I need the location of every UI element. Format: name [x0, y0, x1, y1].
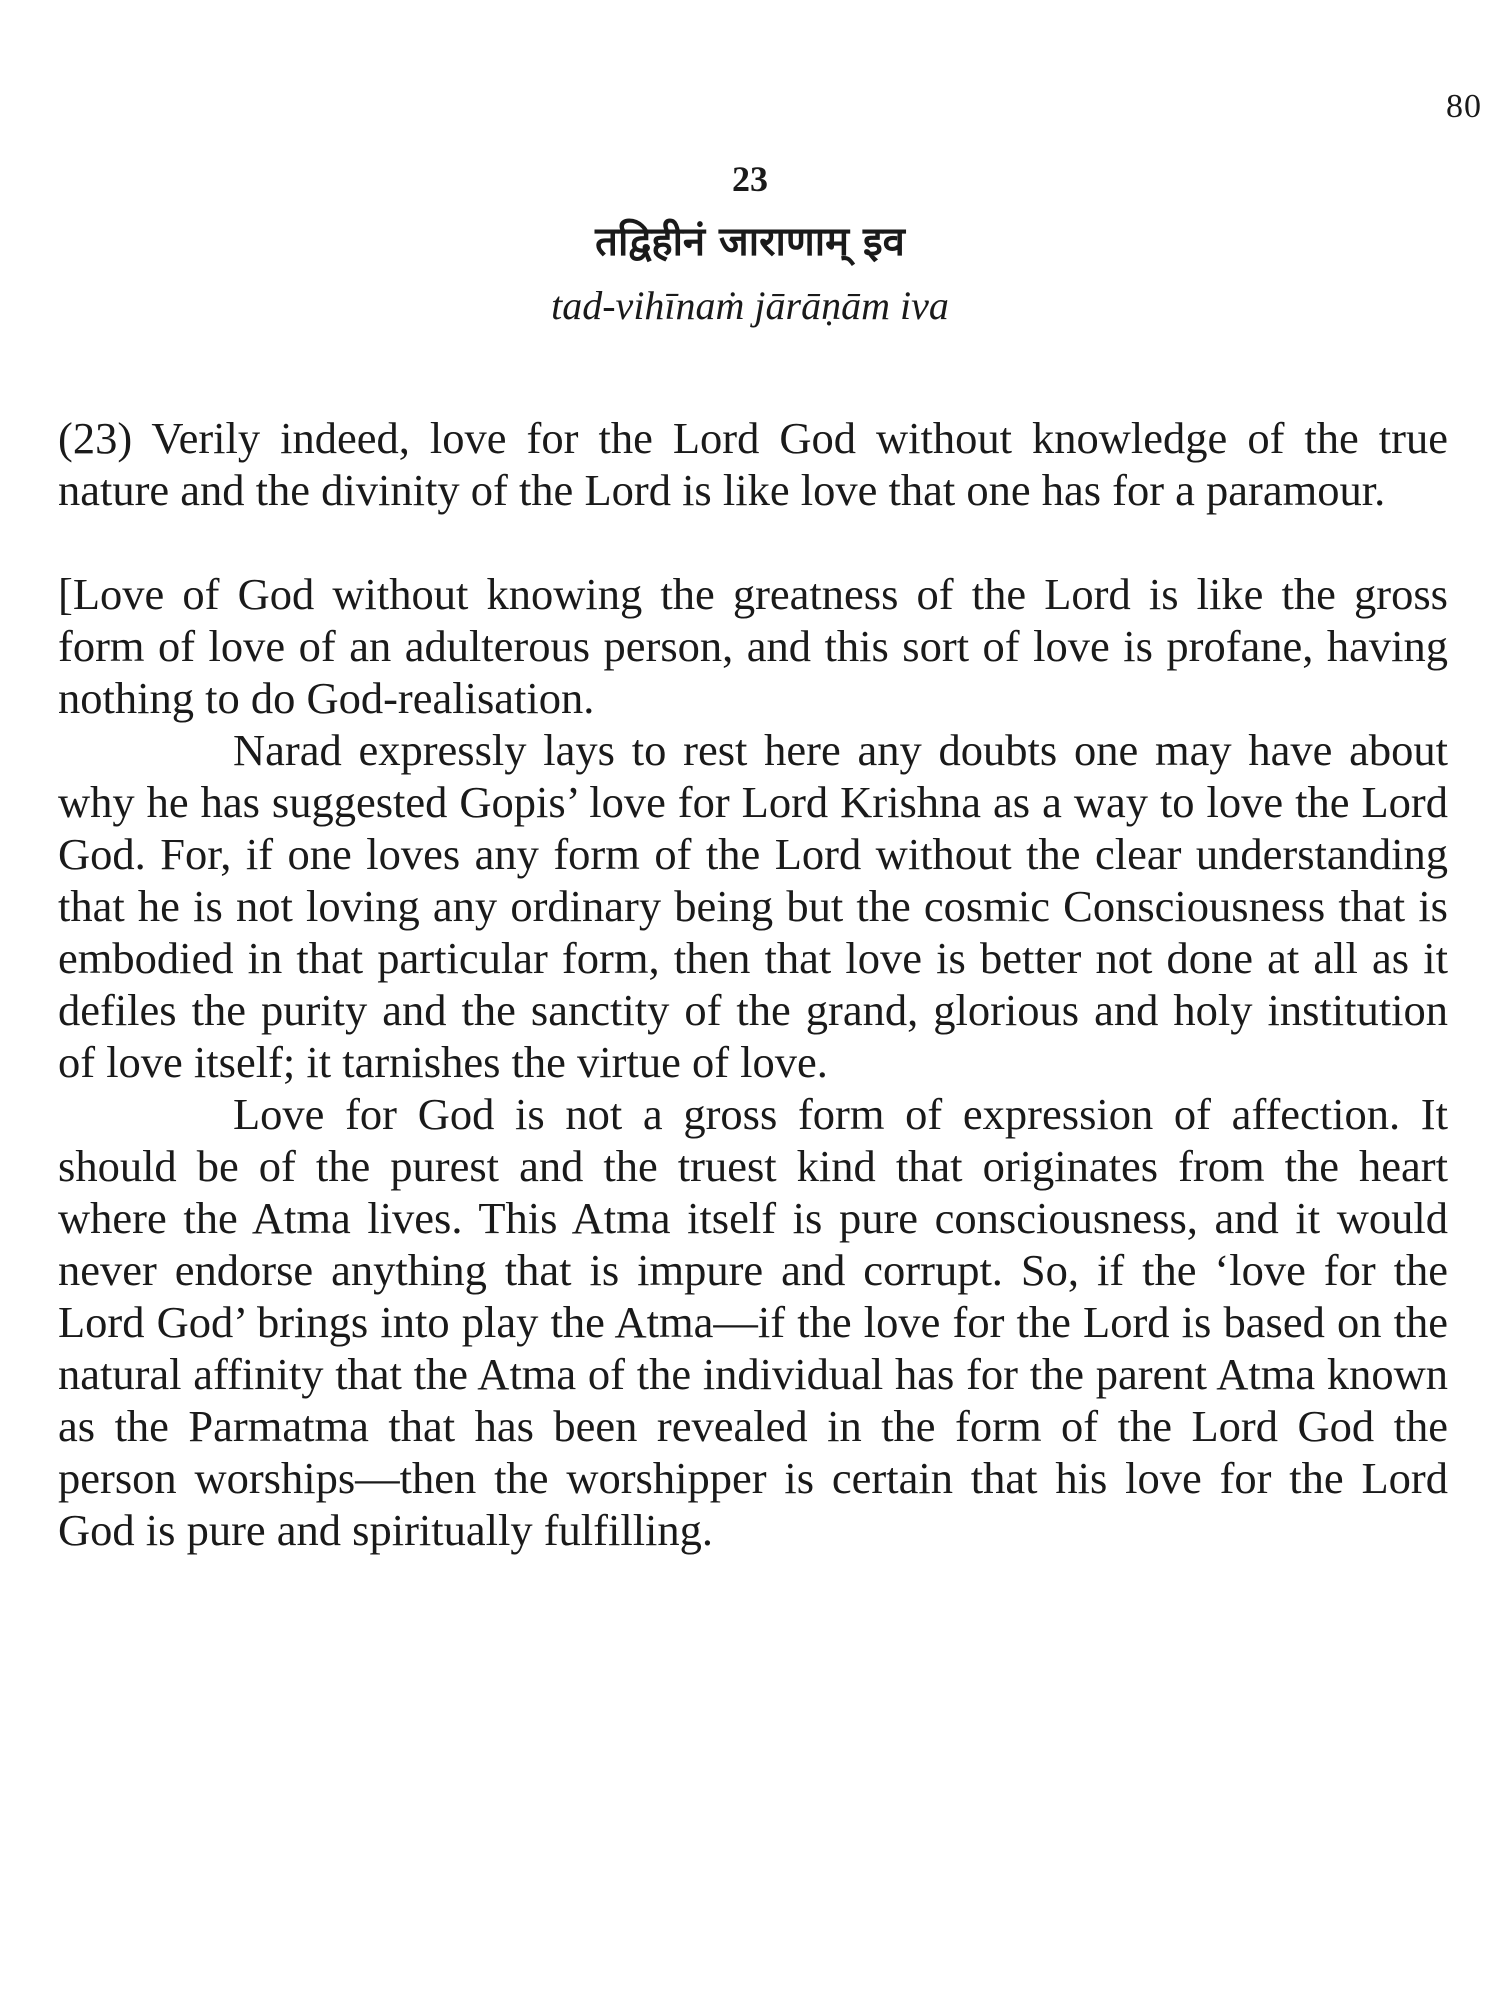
sutra-sanskrit-text: तद्विहीनं जाराणाम् इव	[595, 219, 905, 265]
sutra-transliteration: tad-vihīnaṁ jārāṇām iva	[551, 283, 949, 328]
page-number: 80	[1446, 88, 1482, 125]
commentary-paragraph: [Love of God without knowing the greatness of the Lord is like the gross form of love of an adulterous person, and this sort of love is profane, having nothing to do God-realisation.	[58, 569, 1448, 723]
commentary-paragraph: Love for God is not a gross form of expression of affection. It should be of the purest and the truest kind that originates from the heart where the Atma lives. This Atma itself is pure consciousness, and it would never endorse anything that is impure and corrupt. So, if the ‘love for the Lord God’ brings into play the Atma—if the love for the Lord is based on the natural affinity that the Atma of the individual has for the parent Atma known as the Parmatma that has been revealed in the form of the Lord God the person worships—then the worshipper is certain that his love for the Lord God is pure and spiritually fulfilling.	[58, 1089, 1448, 1555]
sutra-translation-paragraph: (23) Verily indeed, love for the Lord God without knowledge of the true nature and the divinity of the Lord is like love that one has for a paramour.	[58, 413, 1448, 515]
commentary-paragraph: Narad expressly lays to rest here any doubts one may have about why he has suggested Gopis’ love for Lord Krishna as a way to love the Lord God. For, if one loves any form of the Lord without the clear understanding that he is not loving any ordinary being but the cosmic Consciousness that is embodied in that particular form, then that love is better not done at all as it defiles the purity and the sanctity of the grand, glorious and holy institution of love itself; it tarnishes the virtue of love.	[58, 725, 1448, 1087]
body-text	[58, 412, 1448, 1556]
sutra-number: 23	[732, 159, 768, 199]
